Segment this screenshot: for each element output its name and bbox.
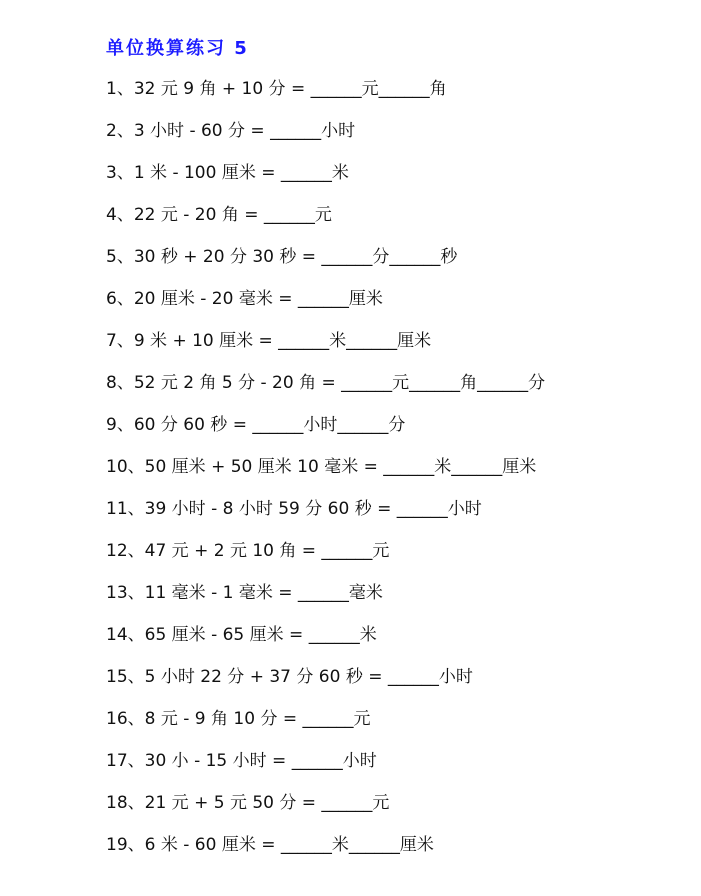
- problem-3: 3、1 米 - 100 厘米 = ______米: [106, 163, 349, 183]
- problem-12: 12、47 元 + 2 元 10 角 = ______元: [106, 541, 390, 561]
- problem-7: 7、9 米 + 10 厘米 = ______米______厘米: [106, 331, 432, 351]
- problem-9: 9、60 分 60 秒 = ______小时______分: [106, 415, 406, 435]
- problem-6: 6、20 厘米 - 20 毫米 = ______厘米: [106, 289, 383, 309]
- problem-16: 16、8 元 - 9 角 10 分 = ______元: [106, 709, 371, 729]
- problem-5: 5、30 秒 + 20 分 30 秒 = ______分______秒: [106, 247, 458, 267]
- problem-2: 2、3 小时 - 60 分 = ______小时: [106, 121, 356, 141]
- problem-4: 4、22 元 - 20 角 = ______元: [106, 205, 332, 225]
- problem-19: 19、6 米 - 60 厘米 = ______米______厘米: [106, 835, 434, 855]
- problem-8: 8、52 元 2 角 5 分 - 20 角 = ______元______角______分: [106, 373, 546, 393]
- problem-13: 13、11 毫米 - 1 毫米 = ______毫米: [106, 583, 383, 603]
- problem-18: 18、21 元 + 5 元 50 分 = ______元: [106, 793, 390, 813]
- worksheet: [106, 36, 686, 875]
- problem-14: 14、65 厘米 - 65 厘米 = ______米: [106, 625, 377, 645]
- problem-10: 10、50 厘米 + 50 厘米 10 毫米 = ______米______厘米: [106, 457, 537, 477]
- problem-15: 15、5 小时 22 分 + 37 分 60 秒 = ______小时: [106, 667, 473, 687]
- problem-17: 17、30 小 - 15 小时 = ______小时: [106, 751, 377, 771]
- worksheet-title: 单位换算练习 5: [106, 38, 249, 59]
- problem-1: 1、32 元 9 角 + 10 分 = ______元______角: [106, 79, 447, 99]
- problem-11: 11、39 小时 - 8 小时 59 分 60 秒 = ______小时: [106, 499, 482, 519]
